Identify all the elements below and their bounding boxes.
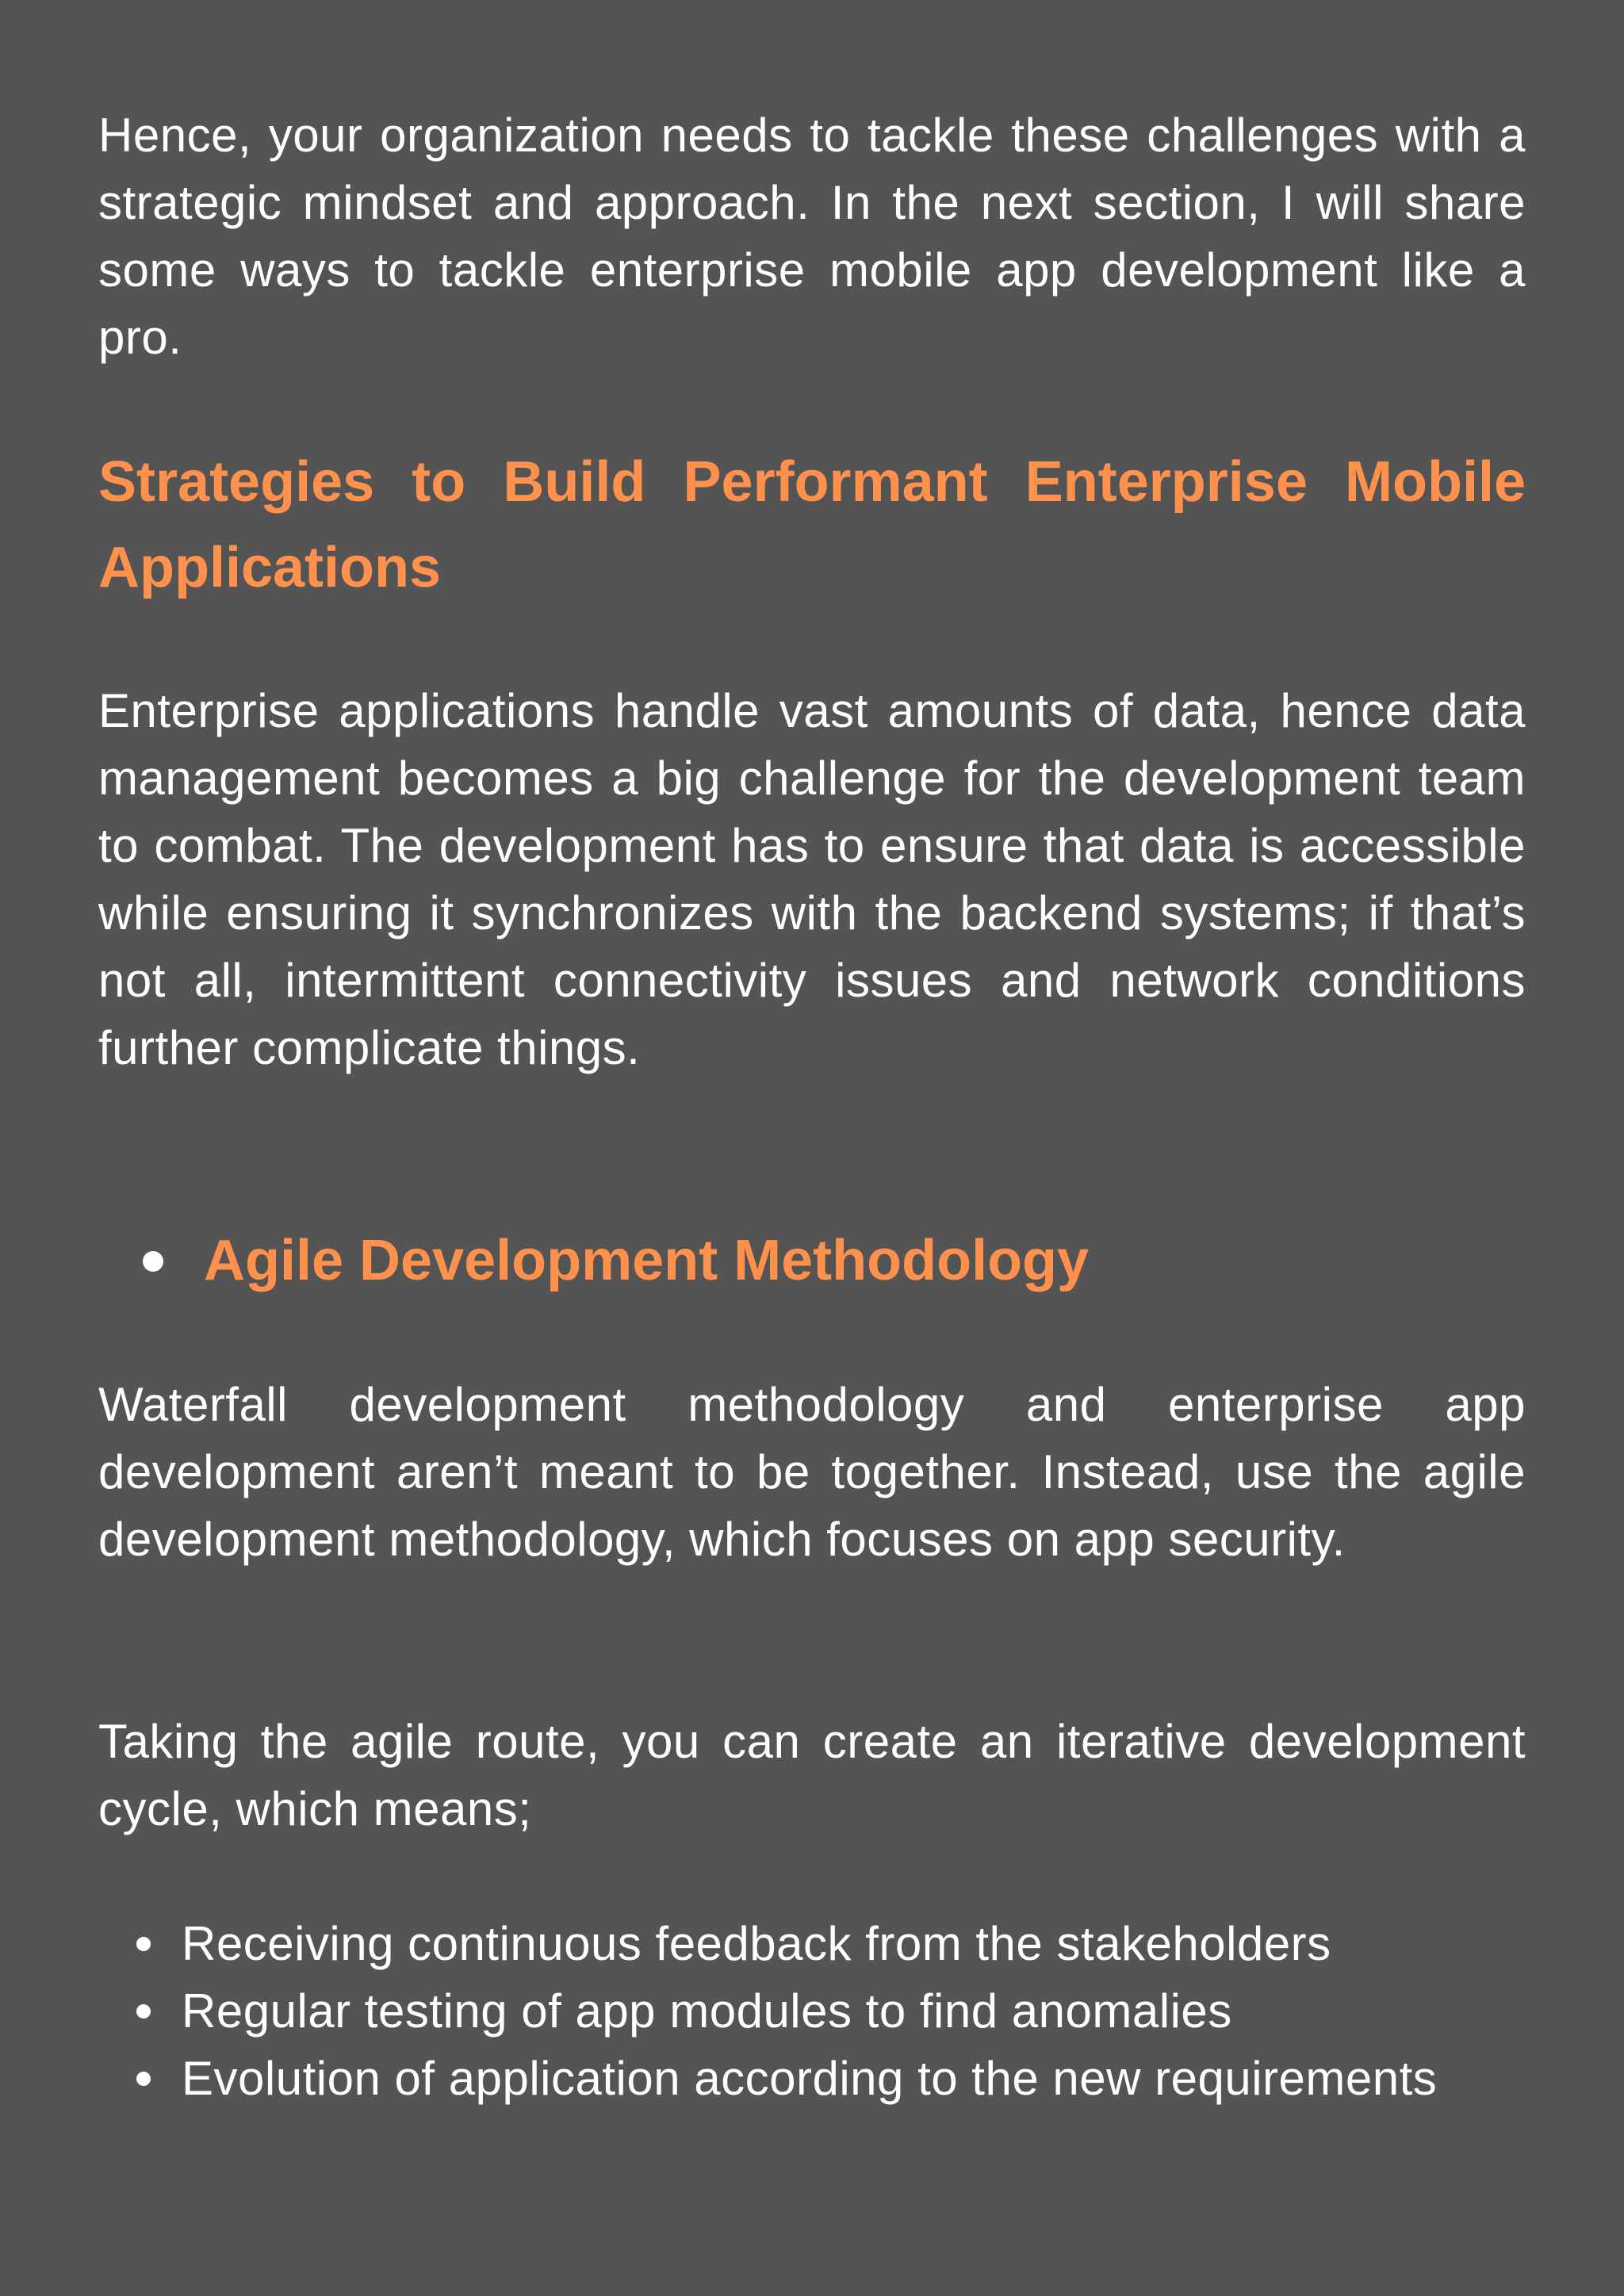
list-item	[98, 1910, 1526, 1977]
intro-paragraph: Hence, your organization needs to tackle these challenges with a strategic mindset and approach. In the next section, I will share some ways to tackle enterprise mobile app development like a pro.	[98, 109, 1526, 364]
benefits-list	[98, 1910, 1526, 2112]
section-heading: Strategies to Build Performant Enterprise Mobile Applications	[98, 450, 1526, 599]
bullet-dot-icon	[136, 1937, 151, 1951]
list-item	[98, 1977, 1526, 2045]
agile-route-paragraph: Taking the agile route, you can create an iterative development cycle, which means;	[98, 1715, 1526, 1835]
bullet-dot-icon	[136, 2072, 151, 2086]
data-management-paragraph: Enterprise applications handle vast amounts of data, hence data management becomes a big challenge for the development team to combat. The development has to ensure that data is accessible while ensuring it synchronizes with the backend systems; if that’s not all, intermittent connectivity issues and network conditions further complicate things.	[98, 684, 1526, 1074]
list-item-text: Evolution of application according to the new requirements	[182, 2052, 1438, 2105]
list-item-text: Regular testing of app modules to find anomalies	[182, 1984, 1232, 2038]
bullet-dot-icon	[143, 1251, 163, 1272]
waterfall-paragraph: Waterfall development methodology and enterprise app development aren’t meant to be together. Instead, use the agile development methodology, which focuses on app security.	[98, 1378, 1526, 1566]
list-item-text: Receiving continuous feedback from the stakeholders	[182, 1917, 1331, 1970]
agile-heading: Agile Development Methodology	[204, 1229, 1090, 1292]
bullet-dot-icon	[136, 2004, 151, 2019]
list-item	[98, 2045, 1526, 2112]
